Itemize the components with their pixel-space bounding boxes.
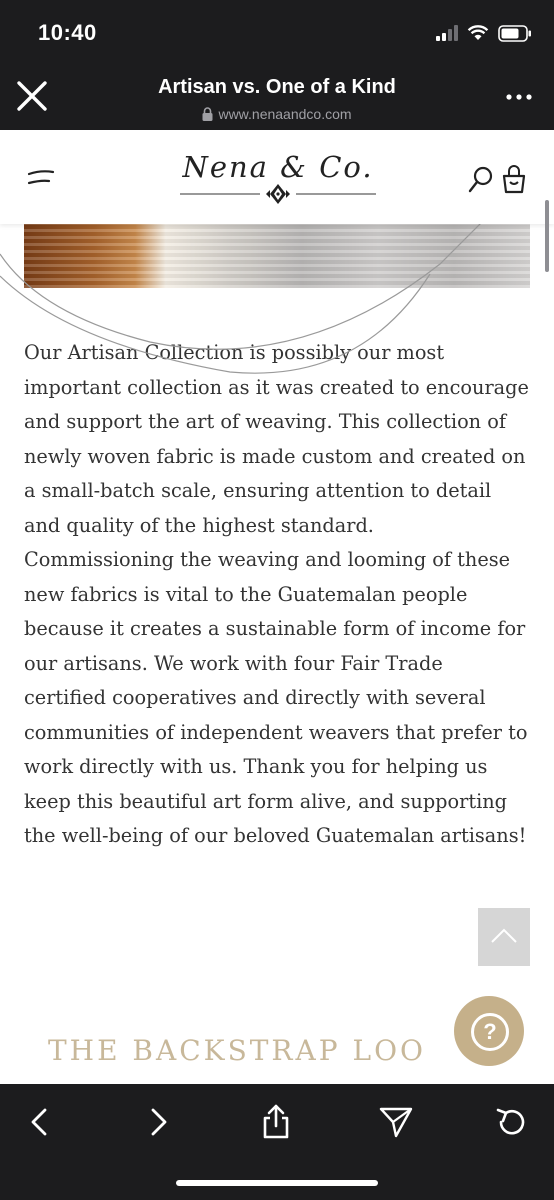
lock-icon [202,107,213,121]
forward-icon[interactable] [140,1104,176,1140]
article-paragraph: Our Artisan Collection is possibly our most important collection as it was created to encourage and support the art of weaving. This collection of newly woven fabric is made custom and created on a small-batch scale, ensuring attention to detail and quality of the highest standard. Commissioning the weaving and looming of these new fabrics is vital to the Guatemalan people because it creates a sustainable form of income for our artisans. We work with four Fair Trade certified cooperatives and directly with several communities of independent weavers that prefer to work directly with us. Thank you for helping us keep this beautiful art form alive, and supporting the well-being of our beloved Guatemalan artisans! [24,341,529,847]
menu-icon[interactable] [26,166,56,190]
page-title: Artisan vs. One of a Kind [158,76,396,98]
site-header [0,130,554,224]
scroll-to-top-button[interactable] [478,908,530,966]
help-icon: ? [471,1013,509,1051]
signal-icon [436,25,458,41]
send-icon[interactable] [378,1104,414,1140]
section-heading: THE BACKSTRAP LOO [48,1034,426,1067]
home-indicator [176,1180,378,1186]
help-button[interactable] [454,996,524,1066]
status-bar [0,0,554,62]
back-icon[interactable] [22,1104,58,1140]
logo-text: Nena & Co. [182,150,374,184]
shopping-bag-icon[interactable] [500,164,528,194]
status-icons [436,22,532,44]
bottom-toolbar [0,1084,554,1200]
share-icon[interactable] [258,1104,294,1140]
more-icon[interactable] [504,82,534,112]
site-logo[interactable] [176,142,380,214]
logo-ornament [176,142,380,214]
hero-image-texture [24,224,530,288]
page-url [90,106,464,122]
status-time: 10:40 [38,20,97,45]
reload-icon[interactable] [494,1104,530,1140]
browser-bar [0,62,554,130]
wifi-icon [467,25,489,41]
chevron-up-icon [478,908,530,966]
scrollbar[interactable] [545,200,549,272]
search-icon[interactable] [468,166,494,194]
web-content [0,130,554,1084]
page-url-text: www.nenaandco.com [218,106,352,122]
battery-icon [498,25,532,42]
hero-image [24,224,530,288]
close-icon[interactable] [14,78,50,114]
